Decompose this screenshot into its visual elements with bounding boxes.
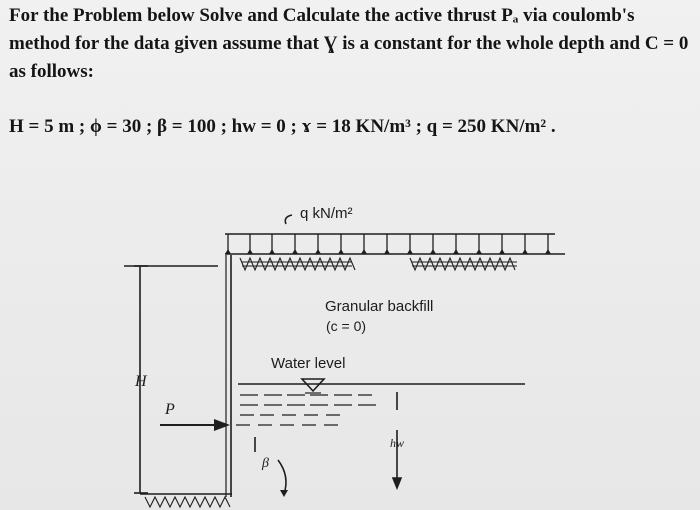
surcharge-load	[225, 215, 555, 254]
water-level-label: Water level	[271, 355, 346, 372]
thrust-label: P	[165, 401, 175, 418]
water-depth-label: hw	[390, 436, 405, 450]
cohesion-label: (c = 0)	[326, 318, 367, 334]
beta-label: β	[262, 456, 269, 471]
beta-angle-arc	[278, 460, 286, 494]
water-dashes	[236, 395, 376, 425]
backfill-label: Granular backfill	[325, 298, 434, 315]
soil-hatching	[240, 258, 517, 270]
given-parameters: H = 5 m ; ϕ = 30 ; β = 100 ; hw = 0 ; ɤ = 18 KN/m³ ; q = 250 KN/m² .	[9, 116, 556, 137]
base-hatching	[145, 497, 230, 507]
surcharge-arrow	[285, 215, 292, 224]
height-label: H	[135, 373, 147, 390]
surcharge-label: q kN/m²	[300, 205, 353, 222]
problem-statement: For the Problem below Solve and Calculate the active thrust Pₐ via coulomb's method for the data given assume that Ɣ is a constant for the whole depth and C = 0 as follows:	[9, 5, 689, 82]
